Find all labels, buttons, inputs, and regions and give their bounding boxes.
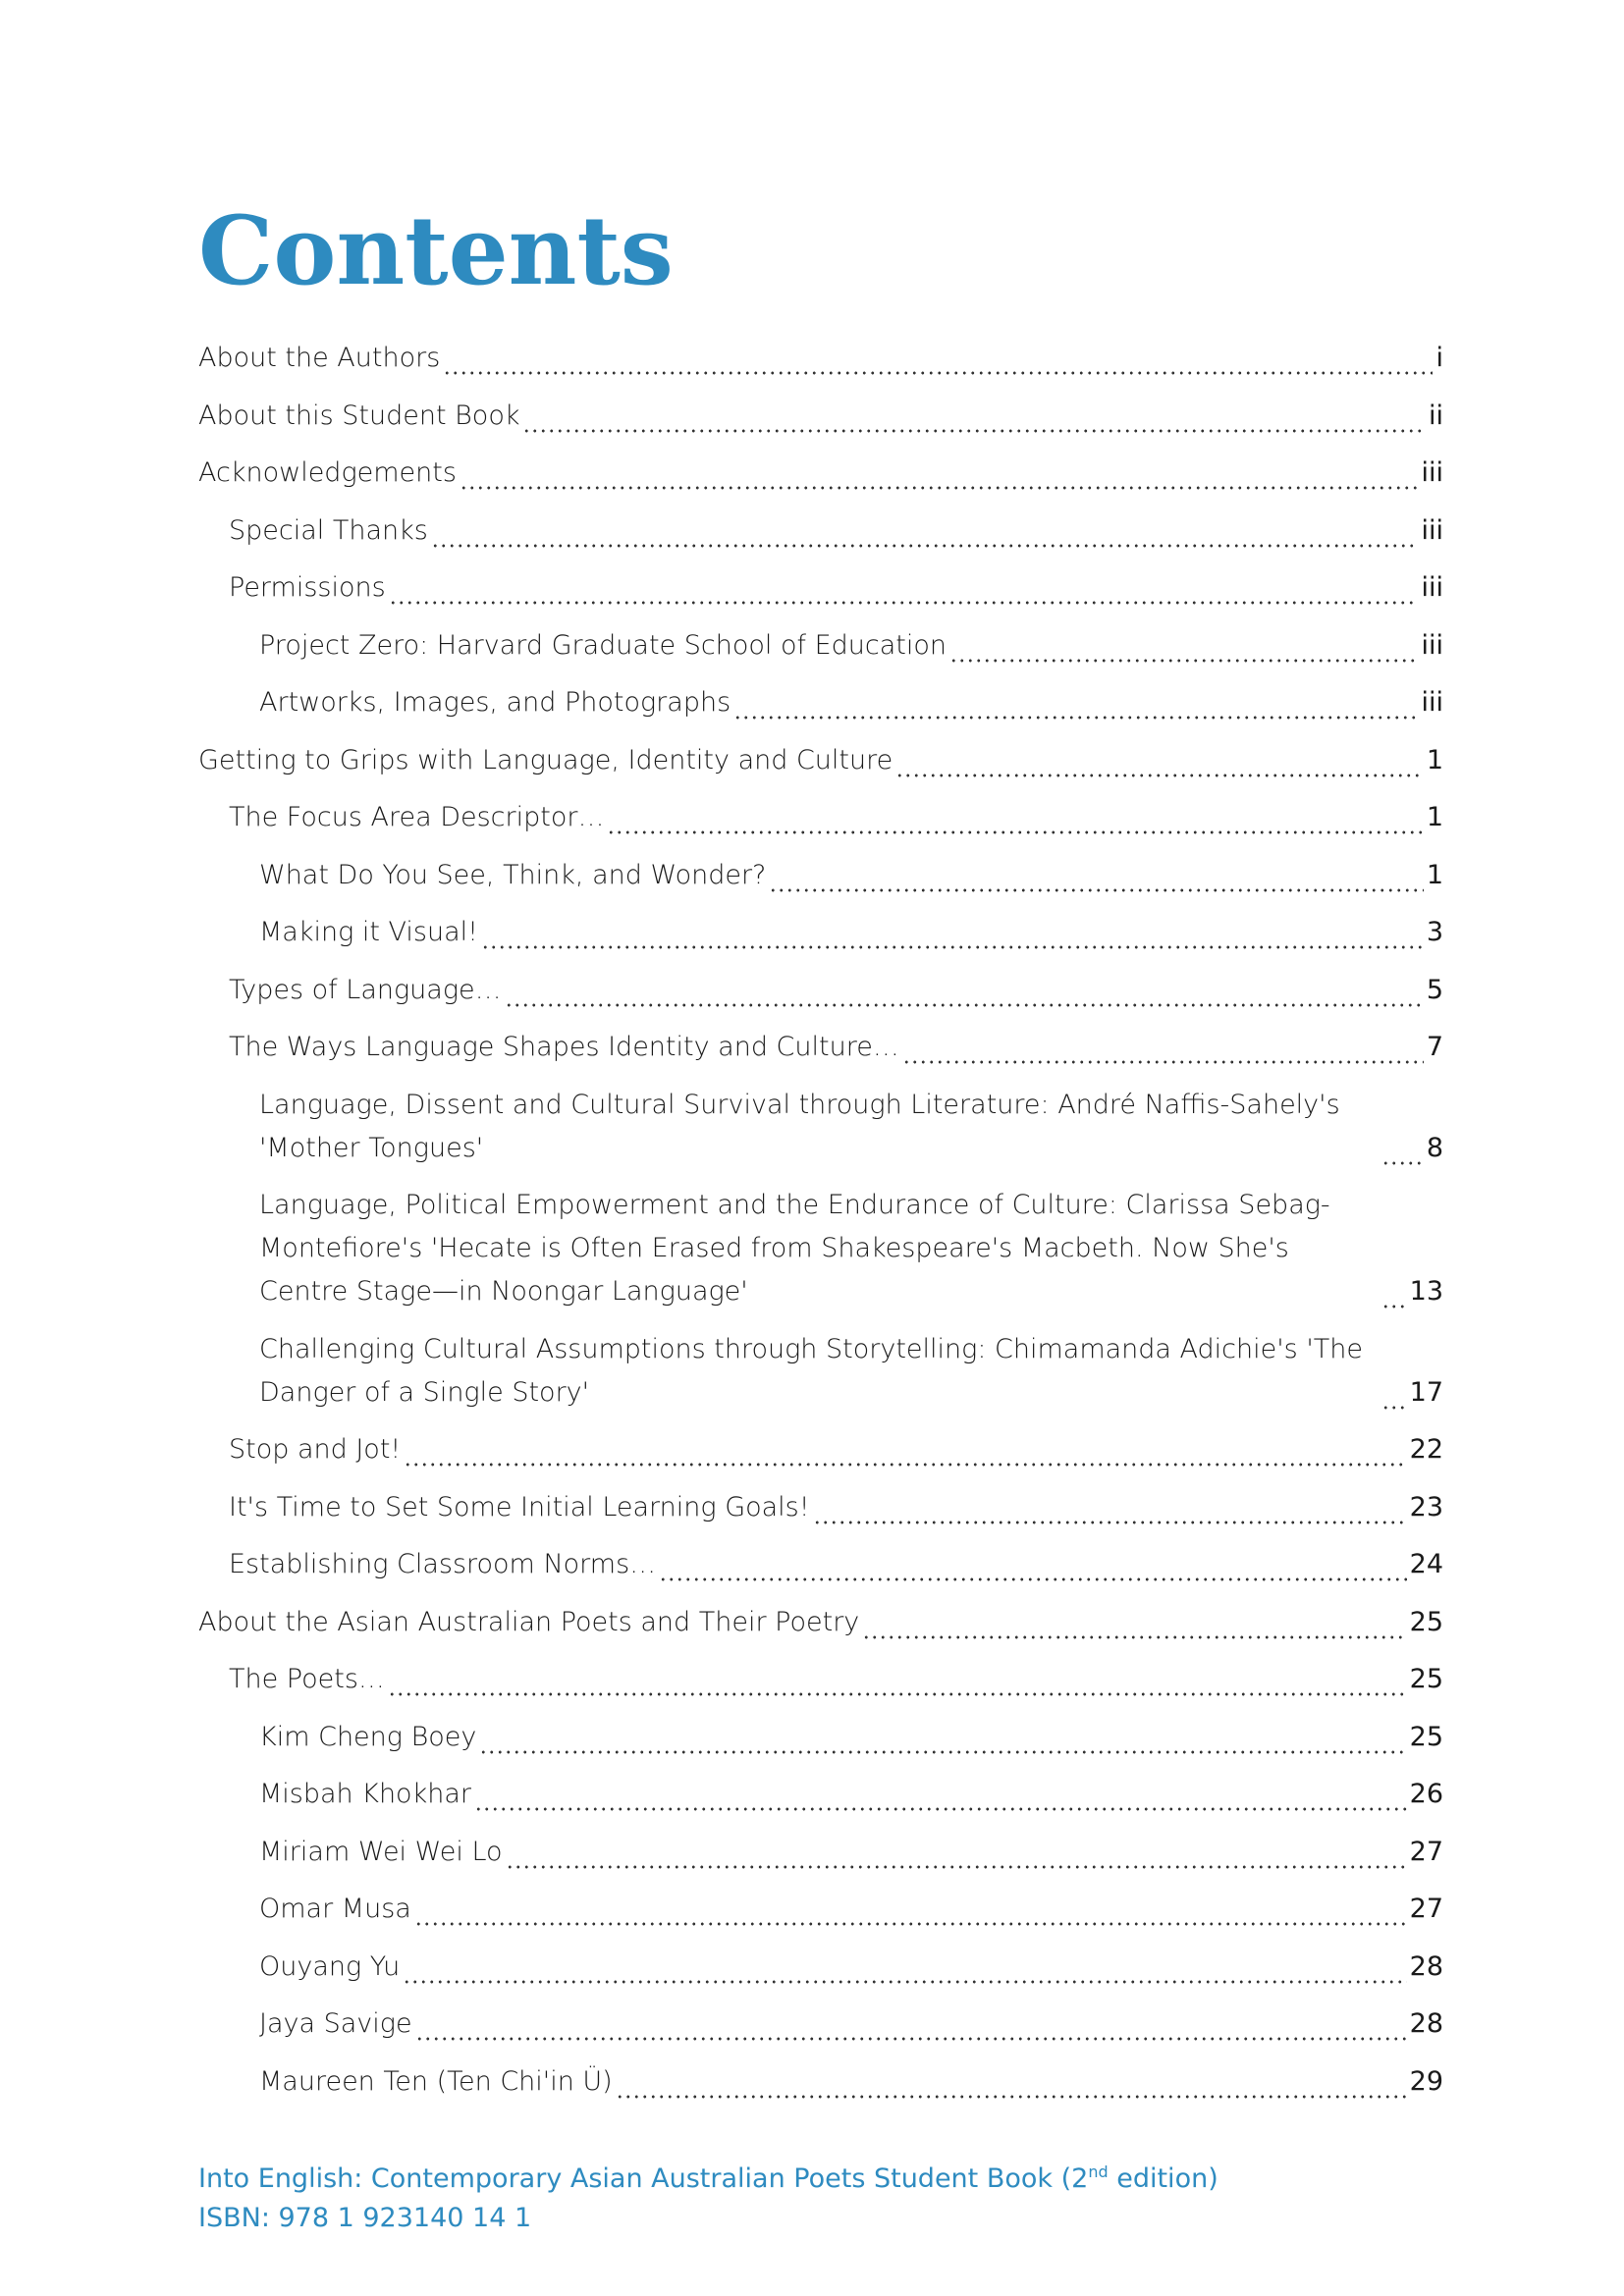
toc-dot-leader bbox=[769, 854, 1423, 897]
toc-entry-title: About this Student Book bbox=[198, 400, 520, 431]
toc-entry-title: Stop and Jot! bbox=[229, 1434, 402, 1465]
toc-dot-leader bbox=[479, 1716, 1406, 1759]
toc-dot-leader bbox=[1381, 1127, 1424, 1170]
toc-page-number: i bbox=[1435, 343, 1443, 373]
toc-entry[interactable] bbox=[198, 1543, 1443, 1586]
toc-entry-title: Special Thanks bbox=[229, 514, 428, 546]
toc-entry-title: The Ways Language Shapes Identity and Culture… bbox=[229, 1032, 899, 1062]
toc-dot-leader bbox=[414, 1888, 1407, 1931]
toc-entry-title: Omar Musa bbox=[259, 1894, 411, 1924]
toc-entry-title: Language, Dissent and Cultural Survival through Literature: André Naffis-Sahely's 'Mother Tongues' bbox=[259, 1089, 1340, 1163]
toc-dot-leader bbox=[1381, 1270, 1407, 1313]
toc-page-number: 7 bbox=[1426, 1032, 1443, 1062]
toc-dot-leader bbox=[431, 509, 1419, 553]
toc-entry-title: Artworks, Images, and Photographs bbox=[259, 687, 731, 718]
toc-entry[interactable] bbox=[198, 1888, 1443, 1931]
toc-dot-leader bbox=[616, 2060, 1407, 2104]
toc-entry[interactable] bbox=[198, 854, 1443, 897]
toc-dot-leader bbox=[481, 911, 1424, 954]
toc-entry-title: It's Time to Set Some Initial Learning Goals! bbox=[229, 1491, 810, 1522]
toc-entry-title: The Poets… bbox=[229, 1664, 385, 1694]
toc-dot-leader bbox=[862, 1601, 1406, 1644]
footer-isbn: ISBN: 978 1 923140 14 1 bbox=[198, 2203, 532, 2233]
toc-entry-title: Establishing Classroom Norms… bbox=[229, 1549, 657, 1579]
toc-entry-title: Permissions bbox=[229, 572, 386, 603]
toc-dot-leader bbox=[505, 969, 1424, 1012]
toc-entry-title: Acknowledgements bbox=[198, 457, 457, 488]
toc-page-number: 1 bbox=[1426, 744, 1443, 775]
toc-page-number: 3 bbox=[1426, 917, 1443, 947]
toc-dot-leader bbox=[522, 395, 1426, 438]
toc-page-number: 28 bbox=[1409, 2008, 1443, 2039]
toc-entry[interactable] bbox=[198, 2060, 1443, 2104]
footer-title-prefix: Into English: Contemporary Asian Australian Poets Student Book (2 bbox=[198, 2163, 1089, 2194]
toc-entry-title: Misbah Khokhar bbox=[259, 1779, 471, 1809]
toc-dot-leader bbox=[404, 1428, 1406, 1471]
toc-entry[interactable] bbox=[198, 1831, 1443, 1874]
toc-page-number: iii bbox=[1421, 457, 1443, 488]
toc-dot-leader bbox=[388, 1658, 1407, 1701]
toc-dot-leader bbox=[443, 337, 1433, 380]
toc-dot-leader bbox=[607, 796, 1423, 839]
toc-page-number: iii bbox=[1421, 514, 1443, 546]
toc-entry[interactable] bbox=[198, 1184, 1443, 1313]
toc-page-number: 29 bbox=[1409, 2065, 1443, 2097]
toc-entry-title: Challenging Cultural Assumptions through Storytelling: Chimamanda Adichie's 'The Danger of a Single Story' bbox=[259, 1333, 1363, 1408]
toc-dot-leader bbox=[1381, 1371, 1407, 1415]
toc-entry[interactable] bbox=[198, 969, 1443, 1012]
toc-dot-leader bbox=[659, 1543, 1406, 1586]
toc-entry-title: Project Zero: Harvard Graduate School of Education bbox=[259, 629, 947, 661]
toc-dot-leader bbox=[415, 2002, 1407, 2046]
toc-dot-leader bbox=[403, 1946, 1406, 1989]
toc-entry[interactable] bbox=[198, 1601, 1443, 1644]
toc-dot-leader bbox=[895, 739, 1424, 782]
toc-dot-leader bbox=[949, 624, 1419, 667]
toc-page-number: 1 bbox=[1426, 859, 1443, 890]
toc-entry[interactable] bbox=[198, 395, 1443, 438]
toc-entry[interactable] bbox=[198, 566, 1443, 610]
toc-entry[interactable] bbox=[198, 1026, 1443, 1069]
footer-book-title bbox=[198, 2160, 1218, 2199]
toc-dot-leader bbox=[733, 681, 1418, 724]
toc-dot-leader bbox=[474, 1773, 1407, 1816]
page-title: Contents bbox=[198, 195, 674, 306]
toc-page-number: 26 bbox=[1409, 1779, 1443, 1809]
toc-entry-title: About the Authors bbox=[198, 343, 441, 373]
toc-entry[interactable] bbox=[198, 452, 1443, 495]
toc-entry[interactable] bbox=[198, 681, 1443, 724]
toc-page-number: 23 bbox=[1409, 1491, 1443, 1522]
toc-page-number: 5 bbox=[1426, 974, 1443, 1005]
toc-page-number: 27 bbox=[1409, 1894, 1443, 1924]
toc-entry-title: Types of Language… bbox=[229, 974, 502, 1005]
toc-entry[interactable] bbox=[198, 1946, 1443, 1989]
toc-entry[interactable] bbox=[198, 1658, 1443, 1701]
toc-entry[interactable] bbox=[198, 739, 1443, 782]
toc-page-number: 8 bbox=[1426, 1132, 1443, 1163]
toc-entry[interactable] bbox=[198, 1084, 1443, 1170]
toc-page-number: 24 bbox=[1409, 1549, 1443, 1579]
toc-entry[interactable] bbox=[198, 624, 1443, 667]
footer-title-suffix: edition) bbox=[1108, 2163, 1218, 2194]
toc-entry[interactable] bbox=[198, 1716, 1443, 1759]
table-of-contents bbox=[198, 337, 1443, 2117]
toc-entry-title: About the Asian Australian Poets and Their Poetry bbox=[198, 1606, 860, 1637]
toc-entry[interactable] bbox=[198, 1773, 1443, 1816]
toc-entry-title: What Do You See, Think, and Wonder? bbox=[259, 859, 767, 890]
page-footer bbox=[198, 2160, 1218, 2238]
toc-entry-title: Making it Visual! bbox=[259, 917, 478, 947]
toc-page-number: ii bbox=[1428, 400, 1443, 431]
toc-entry-title: Maureen Ten (Ten Chi'in Ü) bbox=[259, 2065, 613, 2097]
toc-page-number: 25 bbox=[1409, 1721, 1443, 1752]
toc-page-number: iii bbox=[1421, 687, 1443, 718]
toc-entry[interactable] bbox=[198, 337, 1443, 380]
toc-dot-leader bbox=[460, 452, 1419, 495]
toc-entry-title: The Focus Area Descriptor… bbox=[229, 802, 605, 832]
toc-entry-title: Language, Political Empowerment and the Endurance of Culture: Clarissa Sebag-Montefiore's 'Hecate is Often Erased from Shakespeare's Macbeth. Now She's Centre Stage—in Noongar Language' bbox=[259, 1190, 1330, 1307]
toc-entry[interactable] bbox=[198, 911, 1443, 954]
toc-entry-title: Getting to Grips with Language, Identity and Culture bbox=[198, 744, 893, 775]
toc-page-number: 17 bbox=[1409, 1376, 1443, 1408]
toc-page-number: 22 bbox=[1409, 1434, 1443, 1465]
footer-edition-sup: nd bbox=[1088, 2163, 1109, 2181]
toc-entry-title: Ouyang Yu bbox=[259, 1950, 401, 1982]
toc-dot-leader bbox=[902, 1026, 1424, 1069]
toc-entry[interactable] bbox=[198, 509, 1443, 553]
toc-entry[interactable] bbox=[198, 796, 1443, 839]
toc-entry-title: Miriam Wei Wei Lo bbox=[259, 1836, 503, 1867]
toc-entry-title: Jaya Savige bbox=[259, 2008, 412, 2039]
toc-page-number: 25 bbox=[1409, 1664, 1443, 1694]
toc-entry-title: Kim Cheng Boey bbox=[259, 1721, 477, 1752]
toc-dot-leader bbox=[813, 1486, 1407, 1529]
toc-page-number: iii bbox=[1421, 629, 1443, 661]
toc-entry[interactable] bbox=[198, 1428, 1443, 1471]
toc-dot-leader bbox=[506, 1831, 1407, 1874]
toc-entry[interactable] bbox=[198, 1328, 1443, 1415]
toc-page-number: 28 bbox=[1409, 1950, 1443, 1982]
toc-dot-leader bbox=[389, 566, 1419, 610]
toc-page-number: 13 bbox=[1409, 1276, 1443, 1307]
toc-page-number: 25 bbox=[1409, 1606, 1443, 1637]
toc-page-number: 27 bbox=[1409, 1836, 1443, 1867]
toc-entry[interactable] bbox=[198, 1486, 1443, 1529]
toc-entry[interactable] bbox=[198, 2002, 1443, 2046]
toc-page-number: 1 bbox=[1426, 802, 1443, 832]
toc-page-number: iii bbox=[1421, 572, 1443, 603]
